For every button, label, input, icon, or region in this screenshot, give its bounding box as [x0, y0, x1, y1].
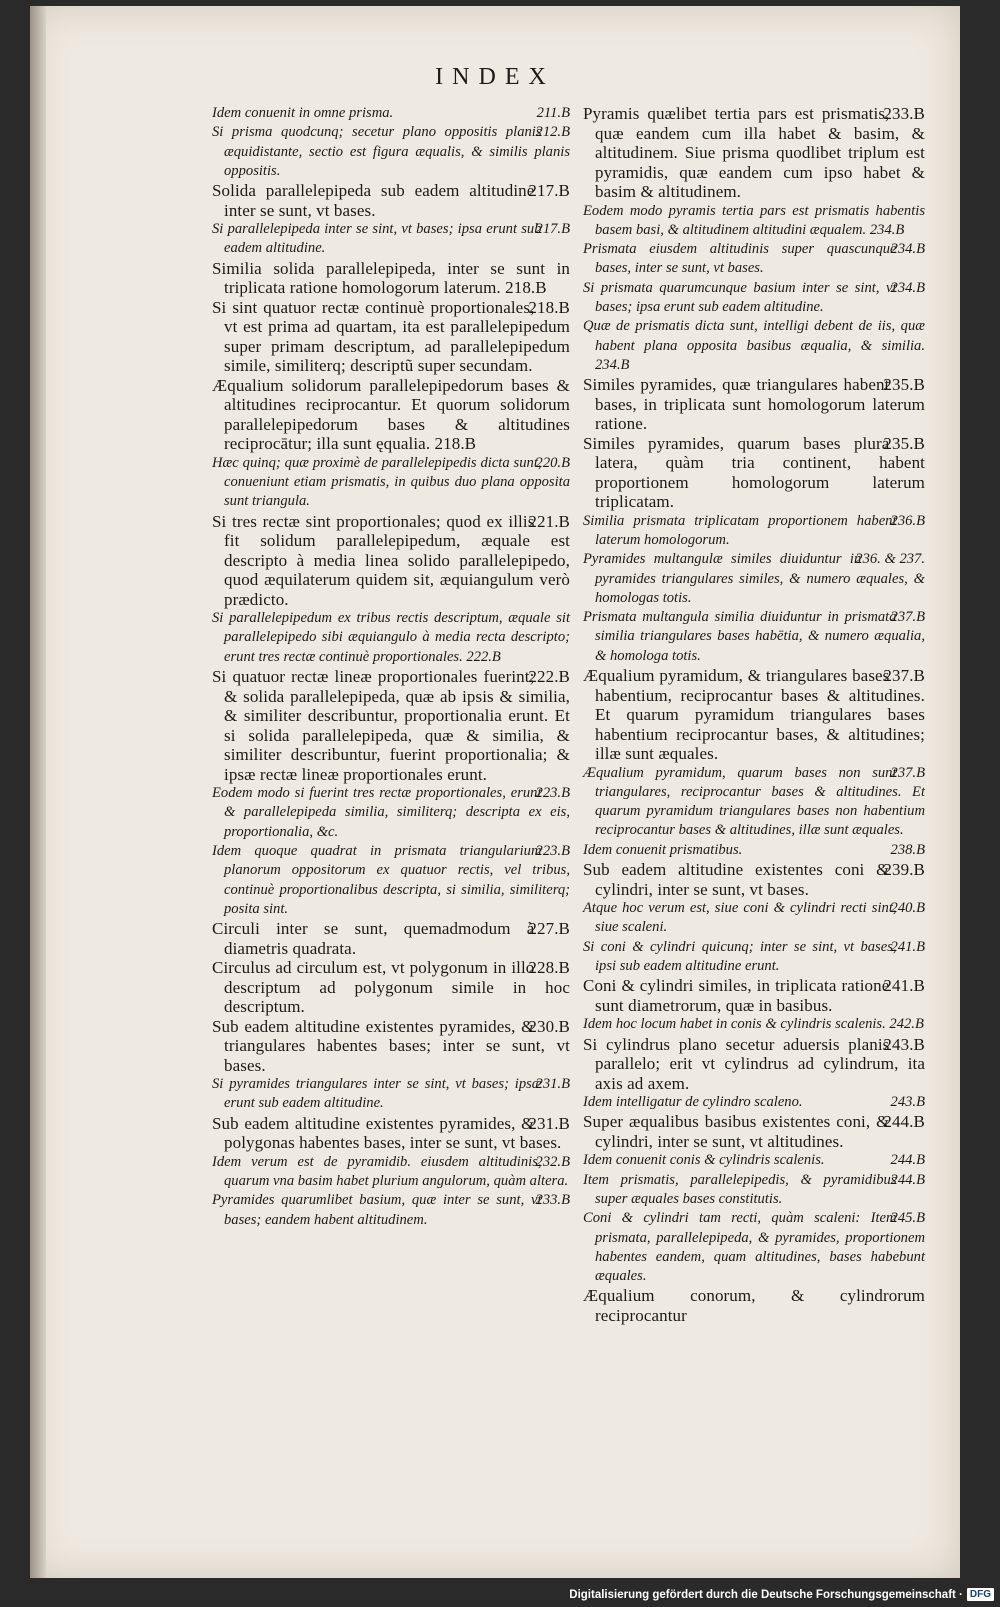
index-entry: [212, 512, 570, 610]
index-entry: [583, 279, 925, 318]
entry-text: Prismata multangula similia diuiduntur in prismata similia triangulares bases habētia, & numero æqualia, & homologa totis.: [583, 609, 925, 664]
index-entry: [583, 1151, 925, 1170]
page-reference: 233.B: [883, 104, 925, 123]
entry-text: Si parallelepipeda inter se sint, vt bases; ipsa erunt sub eadem altitudine.: [212, 221, 542, 257]
index-entry: [583, 202, 925, 241]
page-title: INDEX: [435, 64, 555, 90]
index-entry: [583, 512, 925, 551]
entry-text: Æqualium conorum, & cylindrorum reciprocantur: [583, 1286, 925, 1325]
dfg-logo: DFG: [967, 1588, 994, 1601]
entry-text: Eodem modo si fuerint tres rectæ proportionales, erunt & parallelepipeda similia, similiterq; descripta ex eis, proportionalia, &c.: [212, 785, 570, 840]
index-entry: [212, 220, 570, 259]
page-reference: 238.B: [890, 841, 925, 858]
index-entry: [212, 298, 570, 376]
page-reference: 240.B: [890, 900, 925, 917]
entry-text: Idem conuenit prismatibus.: [583, 841, 743, 858]
page-reference: 227.B: [528, 919, 570, 939]
page-reference: 222.B: [528, 667, 570, 687]
index-entry: [583, 1209, 925, 1286]
footer-credit-text: Digitalisierung gefördert durch die Deutsche Forschungsgemeinschaft ·: [569, 1588, 963, 1601]
page-reference: 241.B: [883, 976, 925, 996]
index-entry: [583, 938, 925, 977]
index-entry: [583, 666, 925, 764]
index-entry: [583, 434, 925, 512]
entry-text: Idem quoque quadrat in prismata triangularium planorum oppositorum ex quatuor rectis, vel tribus, continuè proportionalibus descripta, si similia, similiterq; posita sint.: [212, 842, 570, 917]
entry-text: Idem hoc locum habet in conis & cylindris scalenis. 242.B: [583, 1016, 924, 1033]
entry-text: Idem conuenit conis & cylindris scalenis.: [583, 1152, 825, 1169]
page-reference: 239.B: [883, 860, 925, 880]
index-entry: [583, 1015, 925, 1034]
index-entry: [583, 240, 925, 279]
index-entry: [212, 1075, 570, 1114]
entry-text: Item prismatis, parallelepipedis, & pyramidibus super æquales bases constitutis.: [583, 1171, 897, 1207]
index-entry: [583, 976, 925, 1015]
index-entry: [212, 376, 570, 454]
page-reference: 235.B: [883, 375, 925, 395]
page-spine-shadow: [30, 6, 46, 1578]
entry-text: Pyramis quælibet tertia pars est prismatis, quæ eandem cum illa habet & basim, & altitudinem. Siue prisma quodlibet triplum est pyramidis, quæ eandem cum ipso habet & basim & altitudinem.: [583, 104, 925, 201]
page-reference: 221.B: [528, 511, 570, 531]
page-reference: 235.B: [883, 433, 925, 453]
index-entry: [583, 1286, 925, 1325]
entry-text: Si prismata quarumcunque basium inter se sint, vt bases; ipsa erunt sub eadem altitudine.: [583, 279, 897, 315]
index-entry: [212, 667, 570, 784]
index-entry: [212, 1114, 570, 1153]
index-entry: [583, 899, 925, 938]
index-entry: [583, 841, 925, 860]
index-entry: [583, 1112, 925, 1151]
entry-text: Æqualium pyramidum, & triangulares bases habentium, reciprocantur bases & altitudines. Et quarum pyramidum triangulares bases habentium reciprocantur bases, & altitudines; illæ sunt æquales.: [583, 666, 925, 764]
entry-text: Idem intelligatur de cylindro scaleno.: [583, 1094, 803, 1111]
index-entry: [212, 454, 570, 512]
page-reference: 232.B: [535, 1153, 570, 1170]
entry-text: Idem verum est de pyramidib. eiusdem altitudinis, quarum vna basim habet plurium angulorum, quàm altera.: [212, 1153, 569, 1190]
index-entry: [212, 958, 570, 1017]
entry-text: Prismata eiusdem altitudinis super quascunque bases, inter se sunt, vt bases.: [583, 241, 897, 277]
entry-text: Si pyramides triangulares inter se sint, vt bases; ipsæ erunt sub eadem altitudine.: [212, 1076, 542, 1112]
entry-text: Hæc quinq; quæ proximè de parallelepipedis dicta sunt, conueniunt etiam prismatis, in quibus duo plana opposita sunt triangula.: [212, 454, 570, 510]
index-entry: [212, 1017, 570, 1076]
page-reference: 223.B: [535, 842, 570, 859]
index-entry: [212, 123, 570, 181]
entry-text: Eodem modo pyramis tertia pars est prismatis habentis basem basi, & altitudinem altitudini æqualem. 234.B: [583, 202, 925, 238]
entry-text: Atque hoc verum est, siue coni & cylindri recti sint, siue scaleni.: [583, 900, 897, 936]
index-entry: [583, 860, 925, 899]
page-reference: 233.B: [535, 1192, 570, 1209]
entry-text: Sub eadem altitudine existentes pyramides, & triangulares habentes bases; inter se sunt, vt bases.: [212, 1016, 570, 1075]
index-entry: [583, 317, 925, 375]
entry-text: Si parallelepipedum ex tribus rectis descriptum, æquale sit parallelepipedo sibi æquiangulo à media recta descripto; erunt tres rectæ continuè proportionales. 222.B: [212, 610, 570, 665]
index-entry: [583, 1171, 925, 1210]
page-reference: 244.B: [890, 1152, 925, 1169]
entry-text: Coni & cylindri similes, in triplicata ratione sunt diametrorum, quæ in basibus.: [583, 976, 890, 1015]
page-reference: 244.B: [890, 1171, 925, 1188]
page-reference: 237.B: [890, 609, 925, 626]
page-reference: 217.B: [535, 221, 570, 238]
page-reference: 244.B: [883, 1112, 925, 1132]
entry-text: Pyramides quarumlibet basium, quæ inter se sunt, vt bases; eandem habent altitudinem.: [212, 1192, 542, 1228]
entry-text: Pyramides multangulæ similes diuiduntur in pyramides triangulares similes, & numero æquales, & homologas totis.: [583, 551, 925, 606]
entry-text: Si sint quatuor rectæ continuè proportionales, vt est prima ad quartam, ita est parallelepipedum super primam descriptum, ad parallelepipedum simile, similiterq; descriptũ super secundam.: [212, 297, 570, 376]
entry-text: Si quatuor rectæ lineæ proportionales fuerint; & solida parallelepipeda, quæ ab ipsis & similia, & similiter describuntur, proportionalia erunt. Et si solida parallelepipeda, quæ & similia, & similiter describuntur, fuerint proportionalia; & ipsæ rectæ lineæ proportionales erunt.: [212, 667, 570, 784]
entry-text: Similia solida parallelepipeda, inter se sunt in triplicata ratione homologorum laterum. 218.B: [212, 258, 570, 298]
page-reference: 212.B: [535, 124, 570, 141]
index-entry: [583, 608, 925, 666]
page-reference: 241.B: [890, 938, 925, 955]
page-reference: 228.B: [528, 958, 570, 978]
page-reference: 234.B: [890, 241, 925, 258]
page-reference: 237.B: [890, 764, 925, 781]
entry-text: Sub eadem altitudine existentes coni & cylindri, inter se sunt, vt bases.: [583, 860, 890, 899]
page-reference: 218.B: [528, 297, 570, 317]
page-reference: 220.B: [535, 454, 570, 471]
page-reference: 237.B: [883, 666, 925, 686]
page-reference: 217.B: [528, 181, 570, 201]
page-reference: 236. & 237.: [855, 551, 925, 568]
index-entry: [583, 550, 925, 608]
entry-text: Si prisma quodcunq; secetur plano oppositis planis æquidistante, sectio est figura æqualis, & similis planis oppositis.: [212, 124, 570, 179]
page-reference: 243.B: [890, 1094, 925, 1111]
entry-text: Si cylindrus plano secetur aduersis planis parallelo; erit vt cylindrus ad cylindrum, ita axis ad axem.: [583, 1034, 925, 1093]
index-entry: [583, 764, 925, 841]
entry-text: Circulus ad circulum est, vt polygonum in illo descriptum ad polygonum simile in hoc descriptum.: [212, 958, 570, 1017]
entry-text: Si coni & cylindri quicunq; inter se sint, vt bases, ipsi sub eadem altitudine erunt.: [583, 938, 897, 974]
entry-text: Æqualium solidorum parallelepipedorum bases & altitudines reciprocantur. Et quorum solidorum parallelepipedorum bases & altitudines reciprocātur; illa sunt ęqualia. 218.B: [212, 375, 570, 454]
index-column-left: [212, 104, 570, 1230]
digitization-footer: [569, 1588, 994, 1601]
index-entry: [212, 919, 570, 958]
index-entry: [212, 609, 570, 667]
index-entry: [212, 259, 570, 298]
page-reference: 231.B: [535, 1076, 570, 1093]
index-entry: [583, 1093, 925, 1112]
page-reference: 243.B: [883, 1034, 925, 1054]
page-reference: 245.B: [890, 1210, 925, 1227]
index-entry: [212, 842, 570, 919]
entry-text: Similes pyramides, quarum bases plura latera, quàm tria continent, habent proportionem homologorum laterum triplicatam.: [583, 433, 925, 512]
entry-text: Circuli inter se sunt, quemadmodum à diametris quadrata.: [212, 919, 535, 958]
entry-text: Si tres rectæ sint proportionales; quod ex illis fit solidum parallelepipedum, æquale est descripto à media linea solido parallelepipedo, quod æquilaterum quidem sit, æquiangulum verò prædicto.: [212, 511, 570, 609]
index-column-right: [583, 104, 925, 1325]
entry-text: Similes pyramides, quæ triangulares habent bases, in triplicata sunt homologorum laterum ratione.: [583, 375, 925, 434]
index-entry: [212, 104, 570, 123]
index-entry: [212, 1153, 570, 1192]
index-entry: [212, 1191, 570, 1230]
index-entry: [583, 375, 925, 434]
entry-text: Similia prismata triplicatam proportionem habent laterum homologorum.: [583, 512, 897, 548]
index-entry: [212, 784, 570, 842]
entry-text: Sub eadem altitudine existentes pyramides, & polygonas habentes bases, inter se sunt, vt bases.: [212, 1113, 562, 1153]
page-reference: 231.B: [528, 1113, 570, 1133]
index-entry: [212, 181, 570, 220]
entry-text: Idem conuenit in omne prisma.: [212, 105, 394, 121]
page-reference: 211.B: [536, 105, 570, 121]
index-entry: [583, 104, 925, 202]
entry-text: Æqualium pyramidum, quarum bases non sunt triangulares, reciprocantur bases & altitudines. Et quarum pyramidum triangulares bases non habentium reciprocantur bases & altitudines, illæ sunt æquales.: [583, 764, 925, 839]
entry-text: Super æqualibus basibus existentes coni, & cylindri, inter se sunt, vt altitudines.: [583, 1112, 890, 1151]
page-reference: 234.B: [890, 279, 925, 296]
page-reference: 236.B: [890, 512, 925, 529]
entry-text: Coni & cylindri tam recti, quàm scaleni: Item prismata, parallelepipeda, & pyramides, proportionem habentes eandem, quam altitudines, bases habebunt æquales.: [583, 1210, 925, 1285]
entry-text: Quæ de prismatis dicta sunt, intelligi debent de iis, quæ habent plana opposita basibus æqualia, & similia. 234.B: [583, 318, 925, 373]
page-reference: 230.B: [528, 1016, 570, 1036]
book-page: [30, 6, 960, 1578]
index-entry: [583, 1035, 925, 1094]
page-reference: 223.B: [535, 785, 570, 802]
entry-text: Solida parallelepipeda sub eadem altitudine inter se sunt, vt bases.: [212, 181, 535, 220]
